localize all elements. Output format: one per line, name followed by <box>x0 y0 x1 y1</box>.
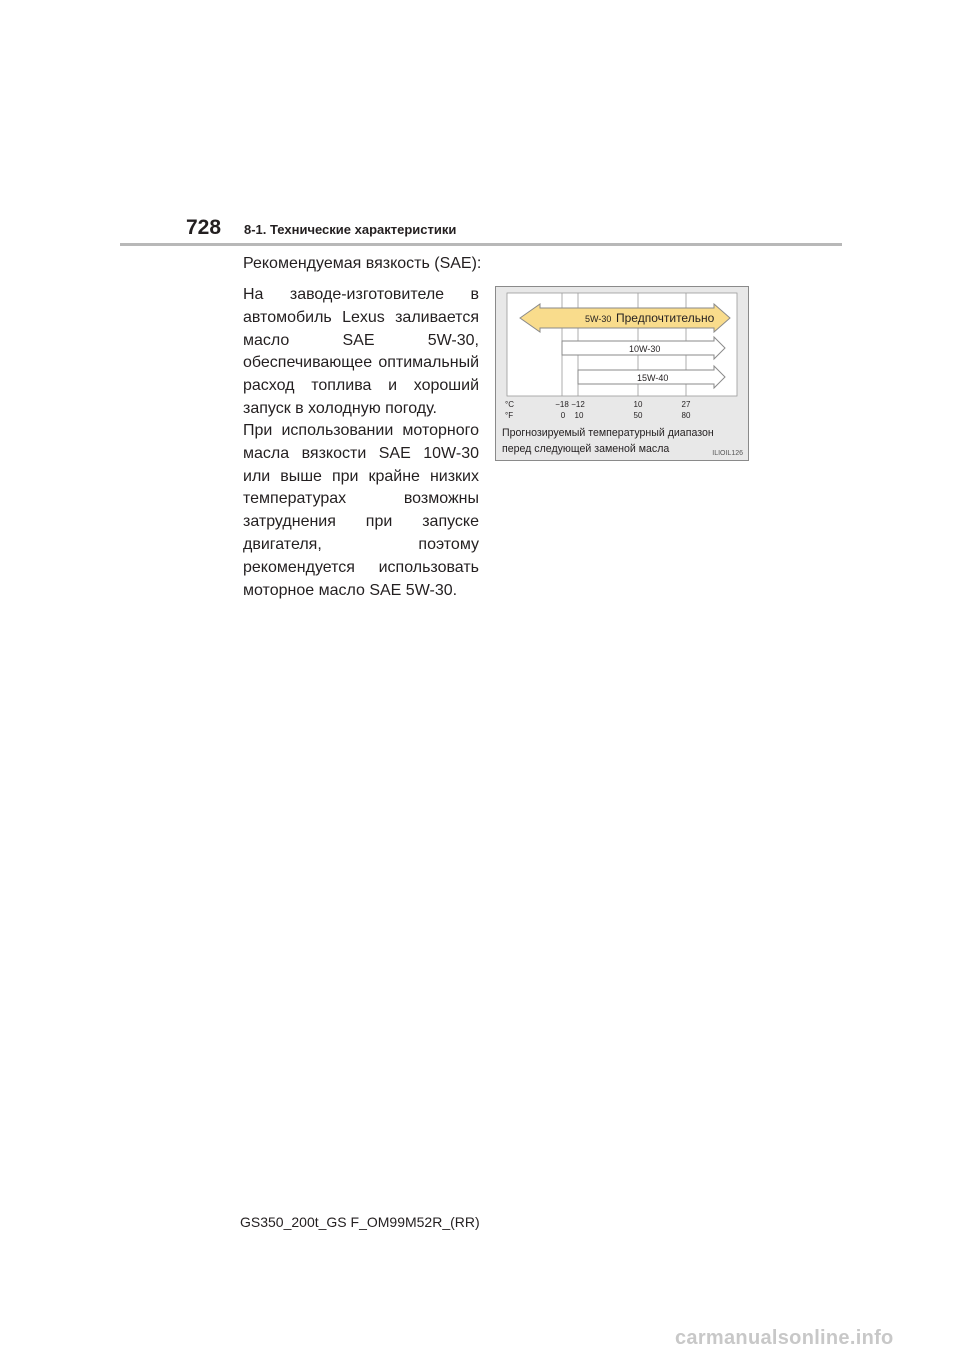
paragraph-low-temperature: При использовании моторного масла вязкости SAE 10W-30 или выше при крайне низких температурах возможны затруднения при запуске двигателя, поэтому рекомендуется использовать моторное масло SAE 5W-30. <box>243 422 479 599</box>
figure-caption-line1: Прогнозируемый температурный диапазон <box>502 427 714 439</box>
label-5w30-code: 5W-30 <box>585 314 612 324</box>
figure-caption-line2: перед следующей заменой масла <box>502 443 670 455</box>
tick-f: 80 <box>681 411 691 420</box>
footer-doc-code: GS350_200t_GS F_OM99M52R_(RR) <box>240 1214 480 1230</box>
label-15w40: 15W-40 <box>637 373 669 383</box>
tick-c: 10 <box>633 400 643 409</box>
tick-f: 10 <box>574 411 584 420</box>
tick-c: 27 <box>681 400 691 409</box>
page-number: 728 <box>186 216 222 239</box>
paragraph-factory-oil: На заводе-изготовителе в автомобиль Lexus заливается масло SAE 5W-30, обеспечивающее оптимальный расход топлива и хороший запуск в холодную погоду. <box>243 286 479 417</box>
label-5w30-note: Предпочтительно <box>616 311 715 325</box>
header-divider <box>120 243 842 246</box>
tick-f: 50 <box>633 411 643 420</box>
unit-fahrenheit: °F <box>505 411 514 420</box>
tick-c: −12 <box>571 400 585 409</box>
viscosity-subheading: Рекомендуемая вязкость (SAE): <box>243 255 482 272</box>
figure-code: ILIOIL126 <box>712 450 743 457</box>
tick-f: 0 <box>560 411 566 420</box>
viscosity-temperature-figure <box>495 286 749 461</box>
label-10w30: 10W-30 <box>629 344 661 354</box>
unit-celsius: °C <box>505 400 514 409</box>
section-title: 8-1. Технические характеристики <box>244 222 457 237</box>
watermark: carmanualsonline.info <box>675 1327 894 1349</box>
viscosity-chart-svg <box>495 286 749 461</box>
tick-c: −18 <box>555 400 569 409</box>
